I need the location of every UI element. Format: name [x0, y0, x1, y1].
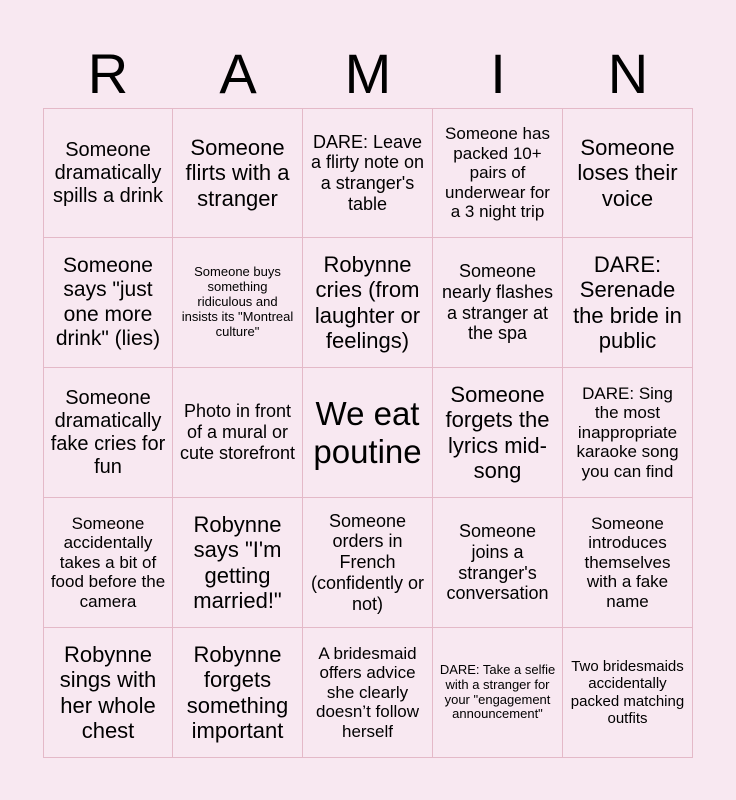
- bingo-cell[interactable]: Someone dramatically fake cries for fun: [43, 368, 173, 498]
- header-letter-3: M: [344, 42, 392, 105]
- bingo-cell[interactable]: Someone says "just one more drink" (lies): [43, 238, 173, 368]
- bingo-cell-free[interactable]: We eat poutine: [303, 368, 433, 498]
- bingo-cell[interactable]: DARE: Sing the most inappropriate karaoke song you can find: [563, 368, 693, 498]
- header-letter-1: R: [87, 42, 129, 105]
- bingo-cell[interactable]: Someone introduces themselves with a fake name: [563, 498, 693, 628]
- bingo-cell[interactable]: Robynne says "I'm getting married!": [173, 498, 303, 628]
- bingo-cell[interactable]: Someone flirts with a stranger: [173, 108, 303, 238]
- bingo-cell[interactable]: Someone buys something ridiculous and insists its "Montreal culture": [173, 238, 303, 368]
- bingo-cell[interactable]: Someone orders in French (confidently or not): [303, 498, 433, 628]
- bingo-cell[interactable]: Photo in front of a mural or cute storefront: [173, 368, 303, 498]
- bingo-cell[interactable]: Someone dramatically spills a drink: [43, 108, 173, 238]
- bingo-cell[interactable]: Someone nearly flashes a stranger at the spa: [433, 238, 563, 368]
- header-letter-2: A: [219, 42, 257, 105]
- bingo-cell[interactable]: Someone joins a stranger's conversation: [433, 498, 563, 628]
- bingo-cell[interactable]: DARE: Leave a flirty note on a stranger's table: [303, 108, 433, 238]
- bingo-header: [43, 40, 693, 108]
- bingo-cell[interactable]: Robynne forgets something important: [173, 628, 303, 758]
- bingo-cell[interactable]: Someone has packed 10+ pairs of underwear for a 3 night trip: [433, 108, 563, 238]
- bingo-board: [43, 108, 693, 758]
- bingo-cell[interactable]: DARE: Take a selfie with a stranger for your "engagement announcement": [433, 628, 563, 758]
- header-letter-4: I: [490, 42, 506, 105]
- bingo-cell[interactable]: Someone loses their voice: [563, 108, 693, 238]
- bingo-cell[interactable]: Two bridesmaids accidentally packed matching outfits: [563, 628, 693, 758]
- bingo-cell[interactable]: Someone forgets the lyrics mid-song: [433, 368, 563, 498]
- bingo-cell[interactable]: Robynne sings with her whole chest: [43, 628, 173, 758]
- header-letter-5: N: [607, 42, 649, 105]
- bingo-cell[interactable]: Robynne cries (from laughter or feelings): [303, 238, 433, 368]
- bingo-cell[interactable]: A bridesmaid offers advice she clearly doesn’t follow herself: [303, 628, 433, 758]
- bingo-cell[interactable]: DARE: Serenade the bride in public: [563, 238, 693, 368]
- bingo-cell[interactable]: Someone accidentally takes a bit of food before the camera: [43, 498, 173, 628]
